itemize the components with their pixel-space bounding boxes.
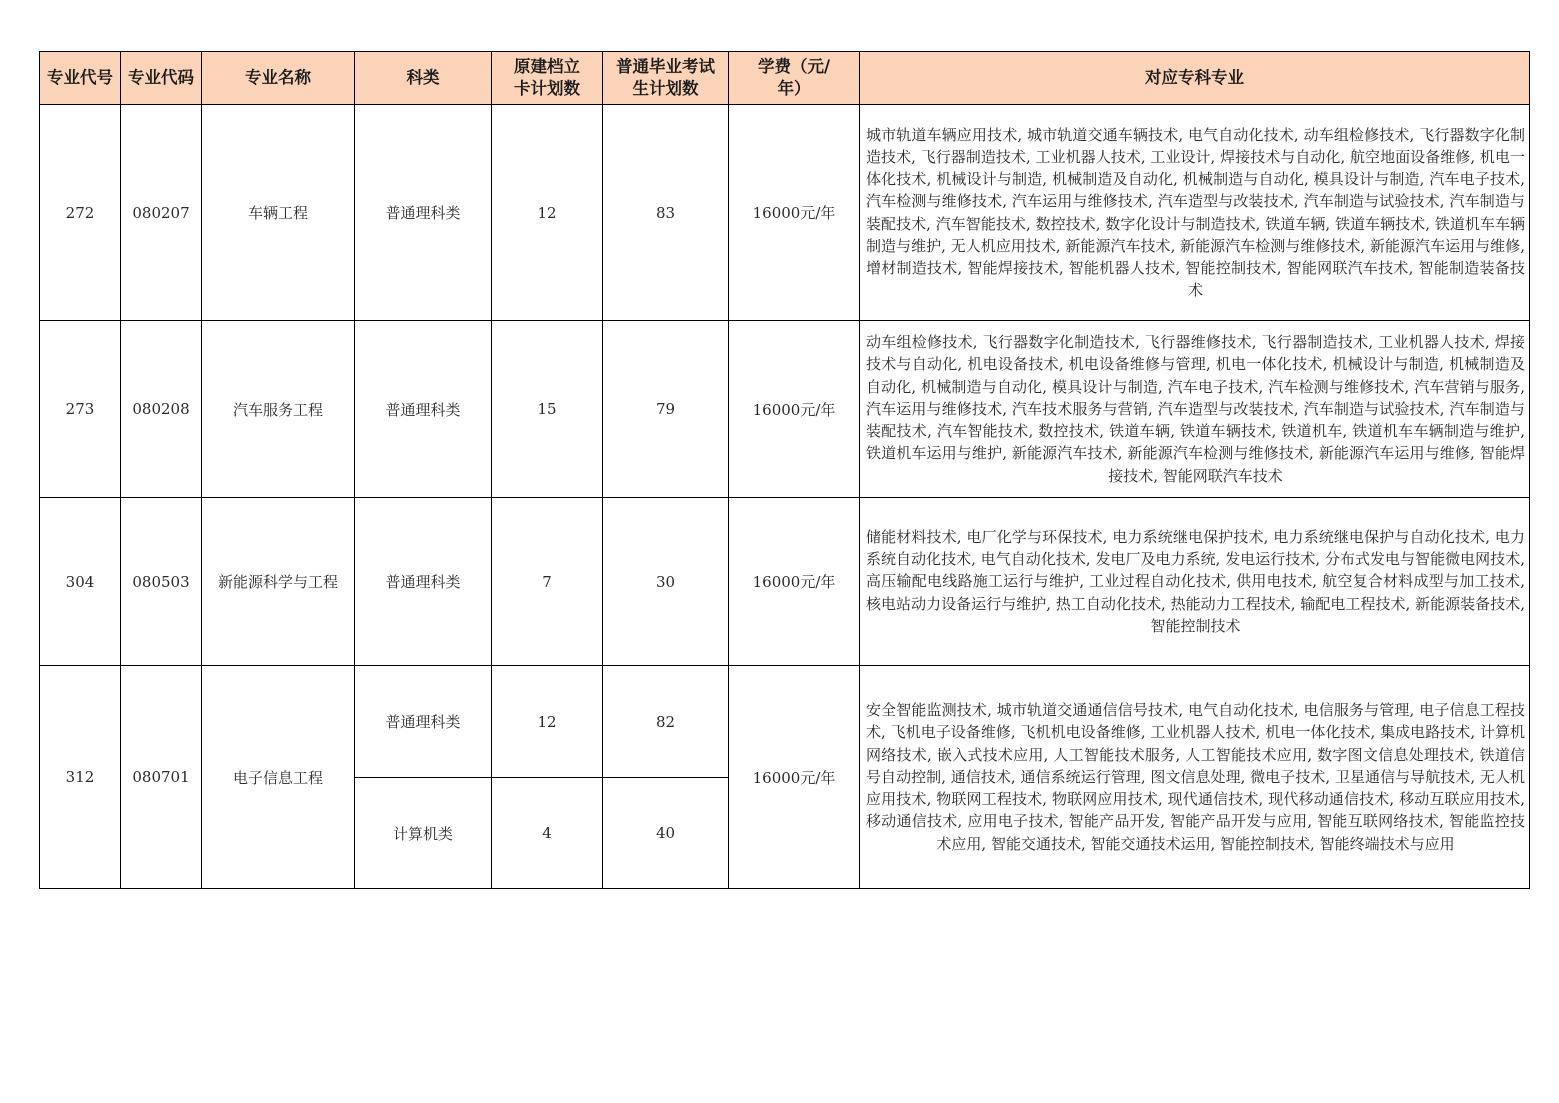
cell-major-name: 电子信息工程 [202, 666, 355, 889]
cell-category: 普通理科类 [355, 321, 492, 498]
related-majors-text: 储能材料技术, 电厂化学与环保技术, 电力系统继电保护技术, 电力系统继电保护与自动化技术, 电力系统自动化技术, 电气自动化技术, 发电厂及电力系统, 发电运行技术, 分布式发电与智能微电网技术, 高压输配电线路施工运行与维护, 工业过程自动化技术, 供用电技术, 航空复合材料成型与加工技术, 核电站动力设备运行与维护, 热工自动化技术, 热能动力工程技术, 输配电工程技术, 新能源装备技术, 智能控制技术 [866, 527, 1525, 635]
cell-major-name: 车辆工程 [202, 105, 355, 321]
cell-category: 普通理科类 [355, 105, 492, 321]
cell-category: 计算机类 [355, 778, 492, 889]
cell-code: 080701 [121, 666, 202, 889]
cell-plan-registered: 12 [492, 666, 603, 778]
table-row [40, 105, 1530, 321]
related-majors-text: 城市轨道车辆应用技术, 城市轨道交通车辆技术, 电气自动化技术, 动车组检修技术, 飞行器数字化制造技术, 飞行器制造技术, 工业机器人技术, 工业设计, 焊接技术与自动化, 航空地面设备维修, 机电一体化技术, 机械设计与制造, 机械制造及自动化, 机械制造与自动化, 模具设计与制造, 汽车电子技术, 汽车检测与维修技术, 汽车运用与维修技术, 汽车造型与改装技术, 汽车制造与试验技术, 汽车制造与装配技术, 汽车智能技术, 数控技术, 数字化设计与制造技术, 铁道车辆, 铁道车辆技术, 铁道机车车辆制造与维护, 无人机应用技术, 新能源汽车技术, 新能源汽车检测与维修技术, 新能源汽车运用与维修, 增材制造技术, 智能焊接技术, 智能机器人技术, 智能控制技术, 智能网联汽车技术, 智能制造装备技术 [866, 125, 1525, 300]
header-tuition [729, 52, 860, 105]
cell-plan-registered: 4 [492, 778, 603, 889]
cell-code-short: 312 [40, 666, 121, 889]
cell-category: 普通理科类 [355, 666, 492, 778]
header-related-majors: 对应专科专业 [860, 52, 1530, 105]
cell-related-majors [860, 321, 1530, 498]
cell-code: 080207 [121, 105, 202, 321]
cell-plan-general: 83 [603, 105, 729, 321]
majors-table [39, 51, 1530, 889]
cell-related-majors [860, 105, 1530, 321]
cell-code-short: 304 [40, 498, 121, 666]
cell-category: 普通理科类 [355, 498, 492, 666]
cell-plan-registered: 12 [492, 105, 603, 321]
header-major-code: 专业代码 [121, 52, 202, 105]
header-major-code-short: 专业代号 [40, 52, 121, 105]
cell-major-name: 新能源科学与工程 [202, 498, 355, 666]
table-row [40, 666, 1530, 778]
cell-major-name: 汽车服务工程 [202, 321, 355, 498]
cell-plan-registered: 15 [492, 321, 603, 498]
cell-code: 080208 [121, 321, 202, 498]
header-plan-general-text: 普通毕业考试生计划数 [616, 57, 715, 98]
header-tuition-text: 学费（元/年） [757, 57, 831, 98]
cell-related-majors [860, 498, 1530, 666]
cell-plan-general: 40 [603, 778, 729, 889]
related-majors-text: 动车组检修技术, 飞行器数字化制造技术, 飞行器维修技术, 飞行器制造技术, 工业机器人技术, 焊接技术与自动化, 机电设备技术, 机电设备维修与管理, 机电一体化技术, 机械设计与制造, 机械制造及自动化, 机械制造与自动化, 模具设计与制造, 汽车电子技术, 汽车检测与维修技术, 汽车营销与服务, 汽车运用与维修技术, 汽车技术服务与营销, 汽车造型与改装技术, 汽车制造与试验技术, 汽车制造与装配技术, 汽车智能技术, 数控技术, 铁道车辆, 铁道车辆技术, 铁道机车, 铁道机车车辆制造与维护, 铁道机车运用与维护, 新能源汽车技术, 新能源汽车检测与维修技术, 新能源汽车运用与维修, 智能焊接技术, 智能网联汽车技术 [866, 333, 1525, 485]
cell-plan-general: 79 [603, 321, 729, 498]
cell-code-short: 272 [40, 105, 121, 321]
cell-code: 080503 [121, 498, 202, 666]
cell-plan-registered: 7 [492, 498, 603, 666]
cell-related-majors [860, 666, 1530, 889]
cell-tuition: 16000元/年 [729, 498, 860, 666]
cell-code-short: 273 [40, 321, 121, 498]
table-row [40, 498, 1530, 666]
header-row [40, 52, 1530, 105]
header-category: 科类 [355, 52, 492, 105]
cell-tuition: 16000元/年 [729, 105, 860, 321]
cell-tuition: 16000元/年 [729, 666, 860, 889]
header-plan-registered-text: 原建档立卡计划数 [514, 57, 580, 98]
cell-tuition: 16000元/年 [729, 321, 860, 498]
header-plan-general [603, 52, 729, 105]
header-plan-registered [492, 52, 603, 105]
table-row [40, 321, 1530, 498]
header-major-name: 专业名称 [202, 52, 355, 105]
cell-plan-general: 82 [603, 666, 729, 778]
cell-plan-general: 30 [603, 498, 729, 666]
related-majors-text: 安全智能监测技术, 城市轨道交通通信信号技术, 电气自动化技术, 电信服务与管理, 电子信息工程技术, 飞机电子设备维修, 飞机机电设备维修, 工业机器人技术, 机电一体化技术, 集成电路技术, 计算机网络技术, 嵌入式技术应用, 人工智能技术服务, 人工智能技术应用, 数字图文信息处理技术, 铁道信号自动控制, 通信技术, 通信系统运行管理, 图文信息处理, 微电子技术, 卫星通信与导航技术, 无人机应用技术, 物联网工程技术, 物联网应用技术, 现代通信技术, 现代移动通信技术, 移动互联应用技术, 移动通信技术, 应用电子技术, 智能产品开发, 智能产品开发与应用, 智能互联网络技术, 智能监控技术应用, 智能交通技术, 智能交通技术运用, 智能控制技术, 智能终端技术与应用 [866, 701, 1525, 853]
